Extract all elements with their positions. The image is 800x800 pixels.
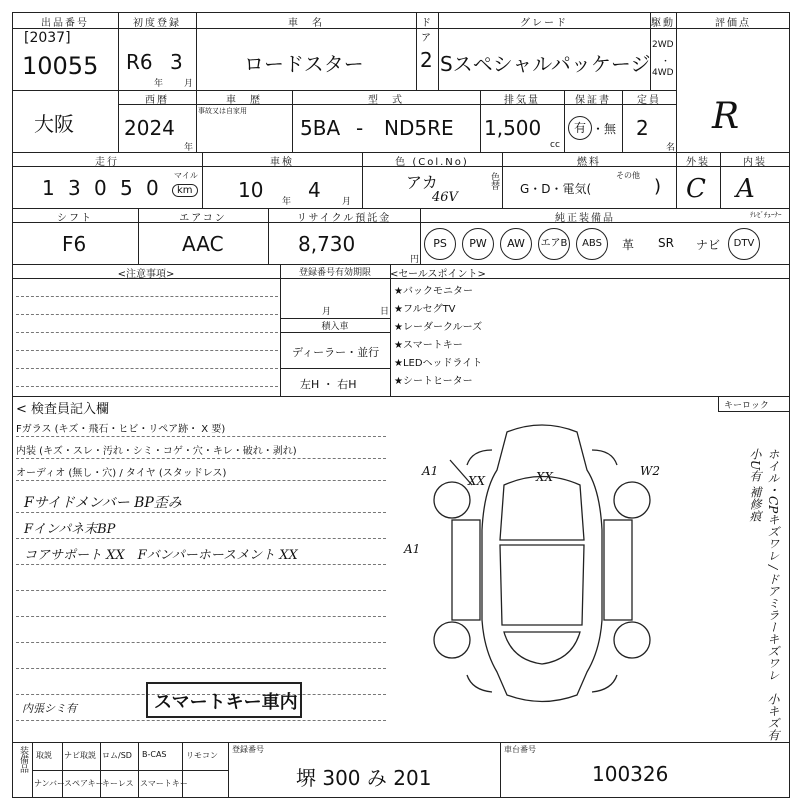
fuel-other-label: その他	[616, 171, 640, 180]
inspector-line-interior: 内装 (キズ・スレ・汚れ・シミ・コゲ・穴・キレ・破れ・剥れ)	[16, 446, 297, 457]
history-header: 車 歴	[226, 95, 262, 106]
sales-point-3: ★レーダークルーズ	[394, 322, 483, 333]
displacement-unit: cc	[550, 140, 560, 150]
transport-options: ディーラー・並行	[292, 346, 380, 359]
sales-point-2: ★フルセグTV	[394, 304, 456, 315]
footer-manual: 取説	[36, 751, 52, 760]
reg-expiry-header: 登録番号有効期限	[298, 268, 371, 278]
side-damage-notes: ホイル・CPキズワレ / ドアミラーキズワレ 小キズ有 小U有 補修痕	[748, 448, 780, 741]
auction-sheet	[12, 12, 790, 798]
footer-equipment-label: 装備品	[18, 746, 28, 773]
shift-value: F6	[62, 232, 87, 256]
handle-options: 左H ・ 右H	[300, 378, 357, 391]
interior-header: 内装	[743, 157, 767, 168]
warranty-header: 保証書	[575, 95, 611, 106]
footer-keyless: キーレス	[102, 779, 134, 788]
first-reg-nen-unit: 年	[154, 79, 164, 89]
doors-header: ドア	[421, 18, 433, 44]
mileage-digit-2: 3	[68, 176, 81, 200]
diagram-mark-xx-right: XX	[536, 470, 554, 484]
sales-point-4: ★スマートキー	[394, 340, 463, 351]
drive-dot: ・	[661, 57, 671, 67]
mileage-digit-5: 0	[146, 176, 159, 200]
mileage-unit-km: km	[172, 184, 198, 197]
diagram-mark-a1-left: A1	[404, 542, 421, 556]
model-year-unit: 年	[184, 143, 194, 153]
inspector-header: < 検査員記入欄	[16, 402, 110, 417]
fuel-options: G・D・電気(	[520, 182, 592, 196]
handwritten-note-2: Fインパネ末BP	[24, 522, 116, 537]
sales-points-header: <セールスポイント>	[390, 269, 486, 280]
inspection-header: 車検	[270, 157, 294, 168]
inspection-month: 4	[308, 178, 321, 202]
sales-point-1: ★バックモニター	[394, 286, 473, 297]
year-header: 西暦	[145, 95, 169, 106]
inspection-year: 10	[238, 178, 264, 202]
mileage-digit-4: 5	[120, 176, 133, 200]
reg-expiry-month: 月	[322, 307, 332, 317]
interior-grade: A	[736, 174, 755, 204]
smart-key-stamp-text: スマートキー車内	[154, 692, 298, 713]
diagram-mark-w2: W2	[640, 464, 660, 478]
drive-2wd: 2WD	[652, 40, 674, 50]
handwritten-note-1: Fサイドメンバー BP歪み	[24, 495, 182, 511]
lot-sub-number: [2037]	[24, 30, 71, 46]
history-note: 事故又は自家用	[198, 107, 247, 115]
doors-value: 2	[420, 48, 433, 72]
equip-ps: PS	[424, 228, 456, 260]
grade-value: Sスペシャルパッケージ	[440, 52, 651, 76]
equip-pw: PW	[462, 228, 494, 260]
equip-abs: ABS	[576, 228, 608, 260]
vin-header: 車台番号	[504, 745, 536, 754]
equip-leather: 革	[622, 238, 635, 252]
sales-point-6: ★シートヒーター	[394, 376, 473, 387]
score-header: 評価点	[715, 18, 751, 29]
region: 大阪	[34, 112, 74, 136]
handwritten-note-3: コアサポート XX Fバンパーホースメント XX	[24, 548, 298, 563]
car-name-header: 車 名	[288, 18, 324, 29]
notes-header: <注意事項>	[117, 269, 175, 280]
footer-bcas: B-CAS	[142, 750, 167, 759]
grade-header: グレード	[520, 18, 568, 29]
equip-navi: ナビ	[696, 238, 721, 252]
mileage-digit-3: 0	[94, 176, 107, 200]
score-value: R	[712, 96, 740, 137]
car-name: ロードスター	[244, 52, 364, 76]
equip-airbag: エアB	[538, 228, 570, 260]
mileage-digit-1: 1	[42, 176, 55, 200]
footer-number-plate: ナンバー	[34, 779, 66, 788]
mileage-header: 走行	[95, 157, 119, 168]
model-year: 2024	[124, 116, 175, 140]
inspector-line-audio: オーディオ (無し・穴) / タイヤ (スタッドレス)	[16, 468, 227, 479]
capacity-unit: 名	[666, 143, 676, 153]
key-lock-label: キーロック	[724, 401, 769, 411]
transport-header: 積入車	[321, 322, 349, 332]
first-reg-month: 3	[170, 50, 183, 74]
exterior-grade: C	[686, 174, 706, 204]
exterior-header: 外装	[686, 157, 710, 168]
vin-number: 100326	[592, 762, 669, 786]
lot-number: 10055	[22, 52, 99, 80]
first-reg-era: R6	[126, 50, 153, 74]
inspection-nen: 年	[282, 197, 292, 207]
equip-aw: AW	[500, 228, 532, 260]
model-prefix: 5BA	[300, 116, 341, 140]
capacity-header: 定員	[637, 95, 661, 106]
model-header: 型 式	[368, 95, 404, 106]
equipment-header: 純正装備品	[555, 213, 615, 224]
lot-header: 出品番号	[41, 18, 89, 29]
recycle-value: 8,730	[298, 232, 356, 256]
model-code: ND5RE	[384, 116, 454, 140]
warranty-no: 無	[604, 122, 617, 136]
diagram-mark-xx-left: XX	[468, 474, 486, 488]
first-reg-header: 初度登録	[133, 18, 181, 29]
recycle-header: リサイクル預託金	[296, 213, 392, 224]
registration-number: 堺 300 み 201	[296, 766, 432, 790]
color-header: 色 (Col.No)	[395, 157, 469, 168]
color-change-label: 色替	[489, 172, 499, 190]
equip-dtv: DTV	[728, 228, 760, 260]
aircon-header: エアコン	[179, 213, 227, 224]
shift-header: シフト	[57, 213, 93, 224]
reg-expiry-day: 日	[380, 307, 390, 317]
recycle-unit: 円	[410, 255, 420, 265]
displacement-value: 1,500	[484, 116, 542, 140]
equip-sunroof: SR	[658, 236, 674, 250]
color-name: アカ	[406, 173, 438, 192]
footer-rom-sd: ロム/SD	[102, 751, 132, 760]
inspection-tsuki: 月	[342, 197, 352, 207]
mileage-unit-mile: マイル	[174, 171, 198, 180]
reg-number-header: 登録番号	[232, 745, 264, 754]
inspector-line-glass: Fガラス (キズ・飛石・ヒビ・リペア跡・ X 要)	[16, 424, 226, 435]
fuel-close-paren: )	[654, 176, 662, 197]
model-dash: -	[356, 116, 364, 140]
fuel-header: 燃料	[577, 157, 601, 168]
footer-remote: リモコン	[186, 751, 218, 760]
warranty-yes: 有	[568, 116, 592, 140]
footer-navi-manual: ナビ取説	[64, 751, 96, 760]
capacity-value: 2	[636, 116, 649, 140]
handwritten-bottom-note: 内張シミ有	[22, 702, 77, 715]
car-damage-diagram	[412, 410, 672, 710]
displacement-header: 排気量	[504, 95, 540, 106]
warranty-dot: ・	[592, 122, 605, 136]
navi-tuner-header: ﾃﾚﾋﾞﾁｭｰﾅｰ	[750, 211, 782, 219]
footer-spare-key: スペアキー	[64, 779, 104, 788]
drive-4wd: 4WD	[652, 68, 674, 78]
drive-header: 駆動	[651, 18, 675, 29]
diagram-mark-a1-top: A1	[422, 464, 439, 478]
footer-smart-key: スマートキー	[140, 779, 188, 788]
color-code: 46V	[432, 190, 458, 205]
aircon-value: AAC	[182, 232, 224, 256]
sales-point-5: ★LEDヘッドライト	[394, 358, 483, 369]
first-reg-tsuki-unit: 月	[184, 79, 194, 89]
